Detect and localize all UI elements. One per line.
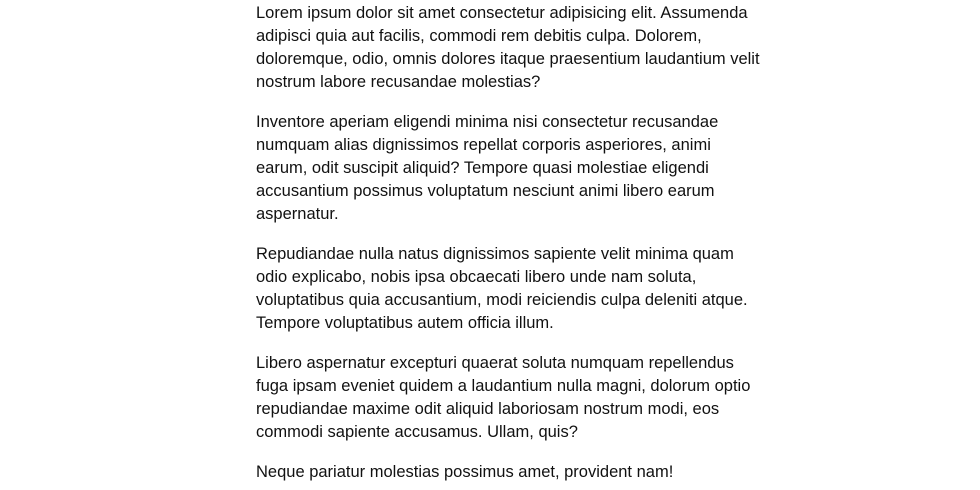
- paragraph-5: Neque pariatur molestias possimus amet, provident nam!: [256, 463, 674, 481]
- paragraph-1: Lorem ipsum dolor sit amet consectetur adipisicing elit. Assumenda adipisci quia aut facilis, commodi rem debitis culpa. Dolorem, doloremque, odio, omnis dolores itaque praesentium laudantium velit nostrum labore recusandae molestias?: [256, 4, 760, 91]
- article-body: [256, 2, 766, 490]
- paragraph-4: Libero aspernatur excepturi quaerat soluta numquam repellendus fuga ipsam eveniet quidem a laudantium nulla magni, dolorum optio repudiandae maxime odit aliquid laboriosam nostrum modi, eos commodi sapiente accusamus. Ullam, quis?: [256, 354, 751, 441]
- paragraph-2: Inventore aperiam eligendi minima nisi consectetur recusandae numquam alias dignissimos repellat corporis asperiores, animi earum, odit suscipit aliquid? Tempore quasi molestiae eligendi accusantium possimus voluptatum nesciunt animi libero earum aspernatur.: [256, 113, 719, 223]
- paragraph-3: Repudiandae nulla natus dignissimos sapiente velit minima quam odio explicabo, nobis ipsa obcaecati libero unde nam soluta, voluptatibus quia accusantium, modi reiciendis culpa deleniti atque. Tempore voluptatibus autem officia illum.: [256, 245, 748, 332]
